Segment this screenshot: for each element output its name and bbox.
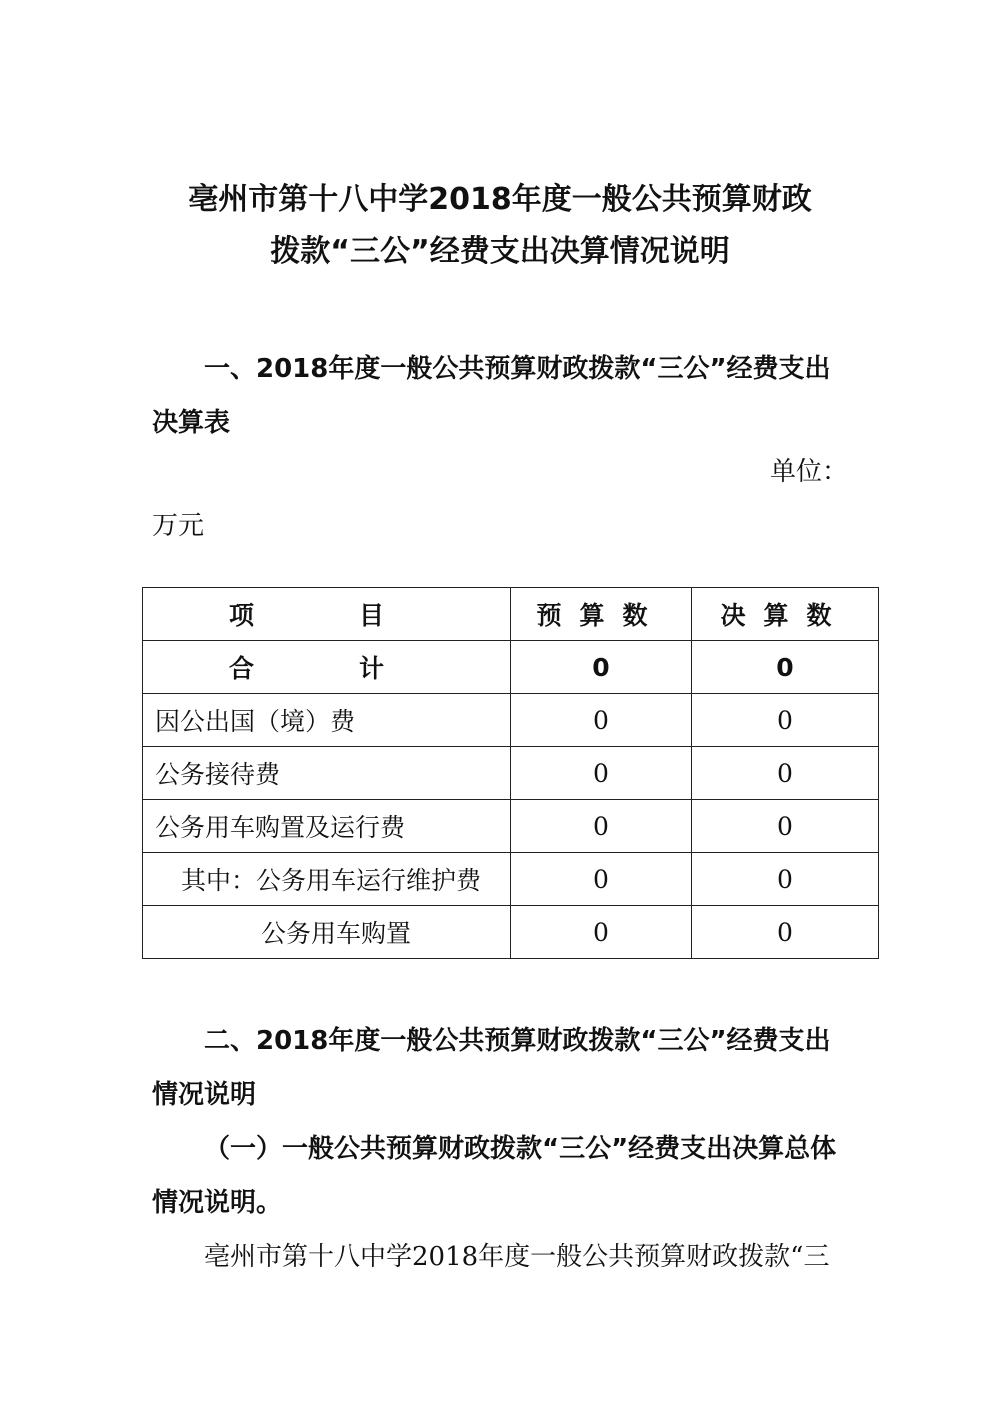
section2-body: 亳州市第十八中学2018年度一般公共预算财政拨款“三 xyxy=(204,1242,830,1272)
row-label: 公务用车购置 xyxy=(143,906,511,959)
expenditure-table xyxy=(142,587,879,959)
table-total-row xyxy=(143,641,879,694)
table-row xyxy=(143,800,879,853)
row-final: 0 xyxy=(692,800,879,853)
total-budget: 0 xyxy=(511,641,692,694)
table-row xyxy=(143,694,879,747)
document-title-line1: 亳州市第十八中学2018年度一般公共预算财政 xyxy=(188,182,812,217)
section2-heading: 二、2018年度一般公共预算财政拨款“三公”经费支出情况说明 xyxy=(152,1026,831,1110)
section2-subheading: （一）一般公共预算财政拨款“三公”经费支出决算总体情况说明。 xyxy=(152,1134,837,1218)
header-item: 项 目 xyxy=(143,588,511,641)
total-label: 合 计 xyxy=(143,641,511,694)
table-row xyxy=(143,853,879,906)
section1-heading: 一、2018年度一般公共预算财政拨款“三公”经费支出决算表 xyxy=(152,354,831,438)
header-budget: 预算数 xyxy=(511,588,692,641)
row-final: 0 xyxy=(692,906,879,959)
table-row xyxy=(143,906,879,959)
unit-label: 单位： xyxy=(770,457,849,487)
unit-value: 万元 xyxy=(152,511,205,541)
document-title-line2: 拨款“三公”经费支出决算情况说明 xyxy=(270,234,730,269)
row-label: 公务接待费 xyxy=(143,747,511,800)
row-budget: 0 xyxy=(511,906,692,959)
row-final: 0 xyxy=(692,694,879,747)
row-final: 0 xyxy=(692,747,879,800)
row-budget: 0 xyxy=(511,694,692,747)
row-budget: 0 xyxy=(511,800,692,853)
header-final: 决算数 xyxy=(692,588,879,641)
row-budget: 0 xyxy=(511,853,692,906)
table-row xyxy=(143,747,879,800)
row-final: 0 xyxy=(692,853,879,906)
row-label: 其中：公务用车运行维护费 xyxy=(143,853,511,906)
row-label: 公务用车购置及运行费 xyxy=(143,800,511,853)
total-final: 0 xyxy=(692,641,879,694)
table-header-row xyxy=(143,588,879,641)
row-budget: 0 xyxy=(511,747,692,800)
row-label: 因公出国（境）费 xyxy=(143,694,511,747)
